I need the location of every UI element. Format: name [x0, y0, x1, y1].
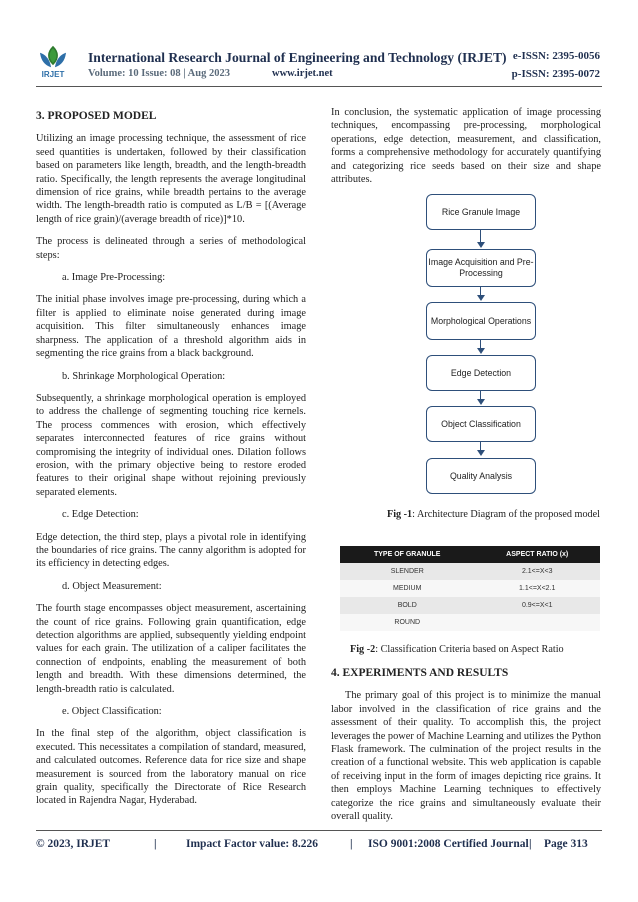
flow-arrowhead: [477, 399, 485, 405]
footer-iso: ISO 9001:2008 Certified Journal: [368, 838, 529, 850]
right-column-top: [331, 106, 601, 195]
journal-title: International Research Journal of Engineering and Technology (IRJET): [88, 50, 507, 65]
figure-1-caption: Fig -1: Architecture Diagram of the proposed model: [386, 509, 600, 520]
footer-separator: |: [154, 838, 157, 850]
step-title-c: c. Edge Detection:: [62, 509, 139, 521]
step-body-a: The initial phase involves image pre-processing, during which a filter is applied to eliminate noise generated during image acquisition. This filter simultaneously enhances image sharpness. The application of a threshold algorithm aids in segmenting the rice grains from a black background.: [36, 294, 306, 360]
volume-issue: Volume: 10 Issue: 08 | Aug 2023: [88, 68, 230, 79]
figure-2-caption: Fig -2: Classification Criteria based on Aspect Ratio: [350, 644, 564, 655]
flow-box-rice-granule-image: Rice Granule Image: [426, 194, 536, 230]
footer-separator: |: [529, 838, 532, 850]
p-issn: p-ISSN: 2395-0072: [511, 68, 600, 80]
section-heading-3: 3. PROPOSED MODEL: [36, 110, 157, 122]
flow-arrowhead: [477, 242, 485, 248]
section-heading-4: 4. EXPERIMENTS AND RESULTS: [331, 667, 509, 679]
step-body-c: Edge detection, the third step, plays a pivotal role in identifying the boundaries of rice grains. The canny algorithm is adopted for its efficiency in detecting edges.: [36, 531, 306, 570]
footer-impact-factor: Impact Factor value: 8.226: [186, 838, 319, 850]
step-body-b: Subsequently, a shrinkage morphological operation is employed to address the challenge of segmenting touching rice kernels. The process commences with erosion, which effectively separates interconnected features of rice grains without compromising the integrity of individual ones. Dilation follows erosion, with the primary objective being to restore eroded features to their original shape without rejoining previously separated elements.: [36, 392, 306, 498]
footer-page-number: Page 313: [544, 838, 588, 850]
flow-arrowhead: [477, 450, 485, 456]
flow-box-quality-analysis: Quality Analysis: [426, 458, 536, 494]
flow-arrowhead: [477, 295, 485, 301]
footer-rule: [36, 830, 602, 831]
footer-separator: |: [350, 838, 353, 850]
table-row: ROUND: [340, 614, 600, 631]
e-issn: e-ISSN: 2395-0056: [512, 50, 600, 62]
paragraph: The primary goal of this project is to minimize the manual labor involved in the classification of rice grains and the assessment of their quality. To accomplish this, the project leverages the power of Machine Learning and utilizes the Python Flask framework. The culmination of the project results in the creation of a functional website. This web application is capable of receiving input in the form of images depicting rice grains. It then employs Machine Learning techniques to effectively categorize the rice grains and simultaneously evaluate their overall quality.: [331, 690, 601, 823]
table-header-type: TYPE OF GRANULE: [340, 546, 474, 563]
flow-box-morphological-operations: Morphological Operations: [426, 302, 536, 340]
paragraph: Utilizing an image processing technique, the assessment of rice seed quantities is undertaken, followed by their classification based on parameters like length, breadth, and the length-breadth ratio. Specifically, the length represents the average longitudinal dimension of rice grains, while breadth pertains to the average width. The length-breadth ratio is computed as L/B = [(Average length of rice grain)/(average breadth of rice)]*10.: [36, 133, 306, 225]
right-column-bottom: [331, 667, 601, 832]
step-title-e: e. Object Classification:: [62, 706, 162, 718]
flow-box-object-classification: Object Classification: [426, 406, 536, 442]
step-title-b: b. Shrinkage Morphological Operation:: [62, 370, 226, 382]
step-title-a: a. Image Pre-Processing:: [62, 272, 166, 284]
conclusion-paragraph: In conclusion, the systematic application of image processing techniques, encompassing pre-processing, morphological operations, edge detection, measurement, and classification, forms a comprehensive methodology for accurately quantifying and categorizing rice seeds based on their size and shape attributes.: [331, 107, 601, 186]
flow-box-edge-detection: Edge Detection: [426, 355, 536, 391]
table-row: MEDIUM 1.1<=X<2.1: [340, 580, 600, 597]
step-body-e: In the final step of the algorithm, object classification is executed. This necessitates a compilation of standard, measured, and calculated outcomes. Reference data for rice size and shape measurement is sourced from the laboratory manual on rice grain quality, specifically the Directorate of Rice Research located in Rajendra Nagar, Hyderabad.: [36, 728, 306, 807]
table-row: BOLD 0.9<=X<1: [340, 597, 600, 614]
header-rule: [36, 86, 602, 87]
paragraph: The process is delineated through a series of methodological steps:: [36, 236, 306, 261]
step-body-d: The fourth stage encompasses object measurement, ascertaining the count of rice grains. Following grain quantification, edge detection algorithms are applied, subsequently yielding endpoint values for each grain. The utilization of a caliper facilitates the connection of endpoints, enabling the measurement of both length and breadth. With these dimensions determined, the length-breadth ratio is calculated.: [36, 603, 306, 695]
table-header-ratio: ASPECT RATIO (x): [474, 546, 600, 563]
flow-arrowhead: [477, 348, 485, 354]
journal-website[interactable]: www.irjet.net: [272, 68, 333, 79]
left-column: [36, 110, 306, 817]
svg-text:IRJET: IRJET: [41, 70, 65, 79]
irjet-logo: [36, 44, 70, 80]
table-row: SLENDER 2.1<=X<3: [340, 563, 600, 580]
classification-table: [340, 546, 600, 631]
footer-copyright: © 2023, IRJET: [36, 838, 111, 850]
flow-box-image-acquisition: Image Acquisition and Pre-Processing: [426, 249, 536, 287]
step-title-d: d. Object Measurement:: [62, 580, 162, 592]
